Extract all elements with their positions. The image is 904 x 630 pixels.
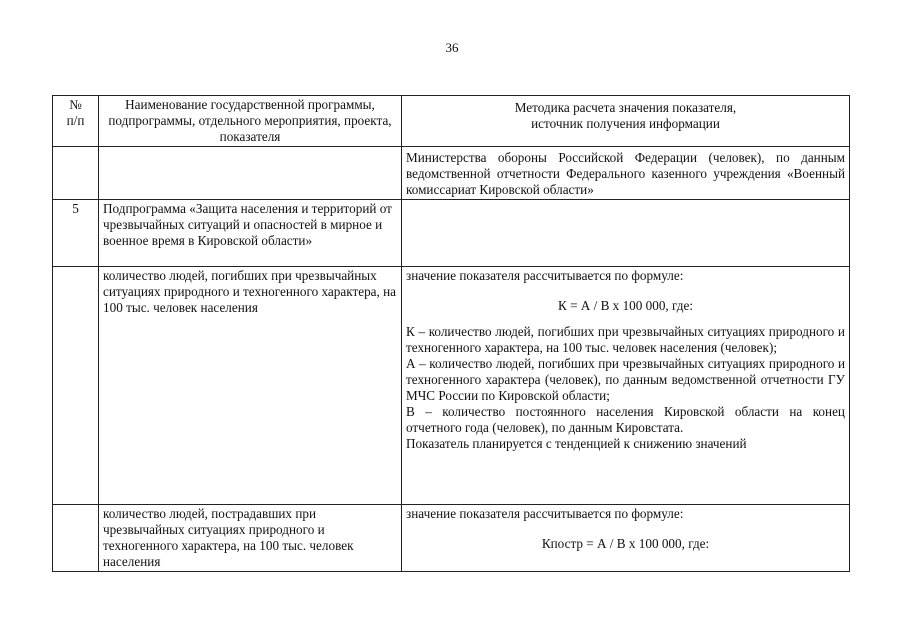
row-name: количество людей, погибших при чрезвычайных ситуациях природного и техногенного характера, на 100 тыс. человек населения (99, 267, 402, 505)
row-name: Подпрограмма «Защита населения и территорий от чрезвычайных ситуаций и опасностей в мирное и военное время в Кировской области» (99, 200, 402, 267)
trend-note: Показатель планируется с тенденцией к снижению значений (406, 436, 747, 451)
row-num (53, 505, 99, 572)
definition-a: А – количество людей, погибших при чрезвычайных ситуациях природного и техногенного характера (человек), по данным ведомственной отчетности ГУ МЧС России по Кировской области; (406, 356, 845, 403)
table-row (53, 147, 850, 200)
method-intro: значение показателя рассчитывается по формуле: (406, 268, 684, 283)
definition-k: К – количество людей, погибших при чрезвычайных ситуациях природного и техногенного характера, на 100 тыс. человек населения (человек); (406, 324, 845, 355)
row-num: 5 (53, 200, 99, 267)
methodology-table (52, 95, 850, 572)
table-row (53, 505, 850, 572)
row-method (402, 200, 850, 267)
table-header-row (53, 96, 850, 147)
formula: К = А / В х 100 000, где: (557, 298, 694, 313)
table-row (53, 267, 850, 505)
page-number: 36 (445, 40, 459, 55)
row-num (53, 147, 99, 200)
header-num: № п/п (53, 96, 99, 147)
row-method (402, 505, 850, 572)
row-method: Министерства обороны Российской Федерации (человек), по данным ведомственной отчетности Федерального казенного учреждения «Военный комиссариат Кировской области» (402, 147, 850, 200)
row-method (402, 267, 850, 505)
header-method: Методика расчета значения показателя, источник получения информации (402, 96, 850, 147)
header-name: Наименование государственной программы, подпрограммы, отдельного мероприятия, проекта, показателя (99, 96, 402, 147)
row-name: количество людей, пострадавших при чрезвычайных ситуациях природного и техногенного характера, на 100 тыс. человек населения (99, 505, 402, 572)
definition-b: В – количество постоянного населения Кировской области на конец отчетного года (человек), по данным Кировстата. (406, 404, 845, 435)
row-name (99, 147, 402, 200)
formula: Кпостр = А / В х 100 000, где: (541, 536, 710, 551)
table-row (53, 200, 850, 267)
row-num (53, 267, 99, 505)
method-intro: значение показателя рассчитывается по формуле: (406, 506, 684, 521)
